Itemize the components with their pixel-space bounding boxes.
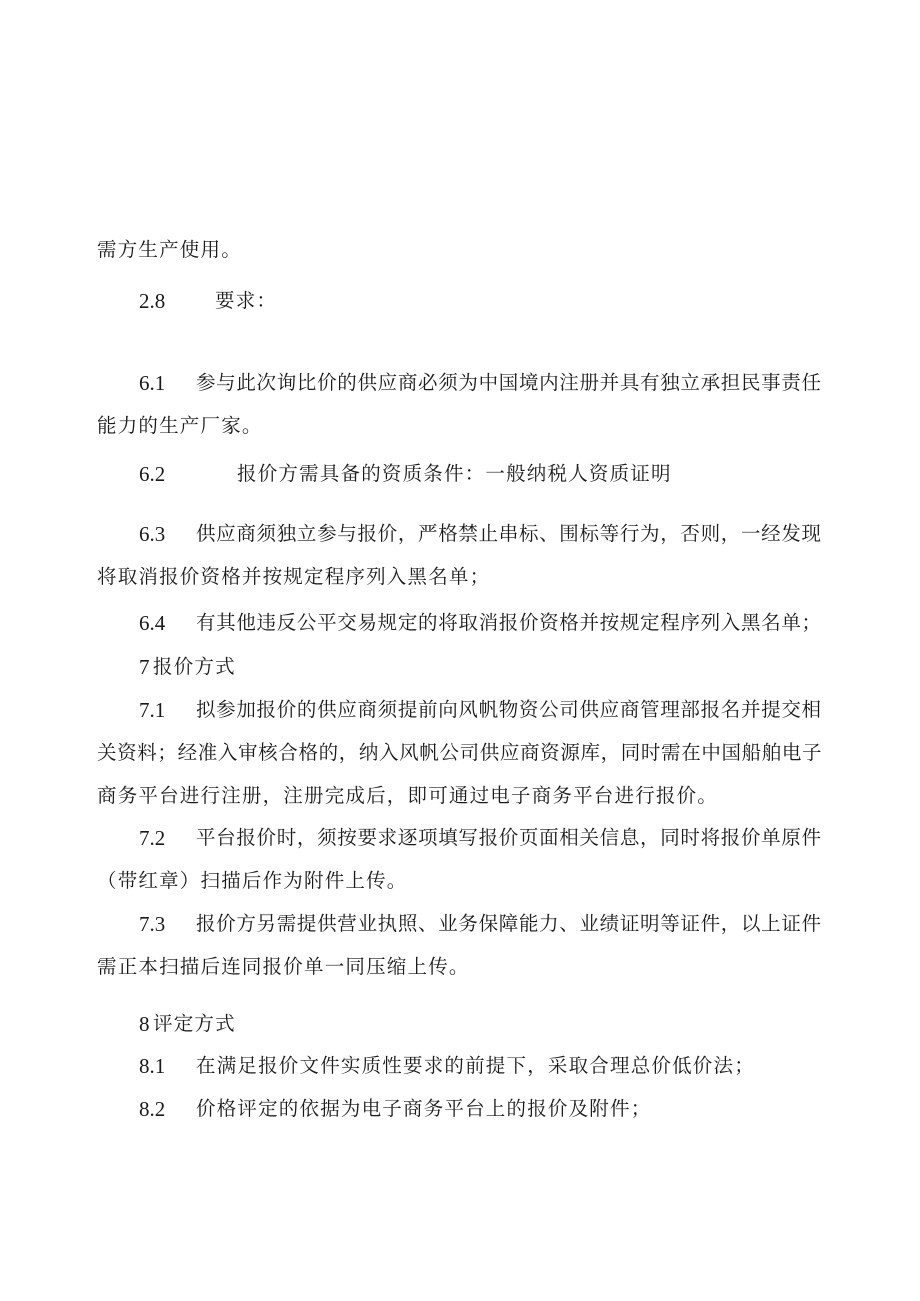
section-number: 8	[139, 1012, 150, 1036]
section-text-line: 能力的生产厂家。	[97, 414, 263, 437]
section-number: 7	[139, 655, 150, 679]
section-number: 6.1	[139, 371, 166, 395]
section-text-line: 报价方另需提供营业执照、业务保障能力、业绩证明等证件，以上证件	[196, 912, 822, 935]
section-text-line: 供应商须独立参与报价，严格禁止串标、围标等行为，否则，一经发现	[196, 522, 822, 545]
section-number: 2.8	[139, 289, 166, 313]
section-text-line: 拟参加报价的供应商须提前向风帆物资公司供应商管理部报名并提交相	[196, 698, 822, 721]
section-text-line: 关资料；经准入审核合格的，纳入风帆公司供应商资源库，同时需在中国船舶电子	[97, 741, 823, 764]
section-heading: 要求：	[215, 289, 278, 312]
section-number: 6.3	[139, 522, 166, 546]
section-number: 7.1	[139, 698, 166, 722]
section-number: 8.1	[139, 1054, 166, 1078]
section-number: 7.2	[139, 826, 166, 850]
section-text-line: 需正本扫描后连同报价单一同压缩上传。	[97, 955, 470, 978]
section-text-line: 在满足报价文件实质性要求的前提下，采取合理总价低价法；	[196, 1054, 755, 1077]
section-number: 8.2	[139, 1097, 166, 1121]
section-text-line: 价格评定的依据为电子商务平台上的报价及附件；	[196, 1097, 652, 1120]
section-text-line: 参与此次询比价的供应商必须为中国境内注册并具有独立承担民事责任	[196, 371, 822, 394]
section-number: 6.2	[139, 462, 166, 486]
section-text-line: （带红章）扫描后作为附件上传。	[97, 869, 408, 892]
section-heading: 评定方式	[153, 1012, 236, 1035]
section-number: 7.3	[139, 912, 166, 936]
section-number: 6.4	[139, 611, 166, 635]
section-text-line: 平台报价时，须按要求逐项填写报价页面相关信息，同时将报价单原件	[196, 826, 822, 849]
section-text-line: 将取消报价资格并按规定程序列入黑名单；	[97, 565, 491, 588]
section-text-line: 商务平台进行注册，注册完成后，即可通过电子商务平台进行报价。	[97, 784, 719, 807]
paragraph-text: 需方生产使用。	[97, 238, 242, 261]
section-text-line: 报价方需具备的资质条件：一般纳税人资质证明	[237, 462, 672, 485]
section-heading: 报价方式	[153, 655, 236, 678]
section-text-line: 有其他违反公平交易规定的将取消报价资格并按规定程序列入黑名单；	[196, 611, 822, 634]
